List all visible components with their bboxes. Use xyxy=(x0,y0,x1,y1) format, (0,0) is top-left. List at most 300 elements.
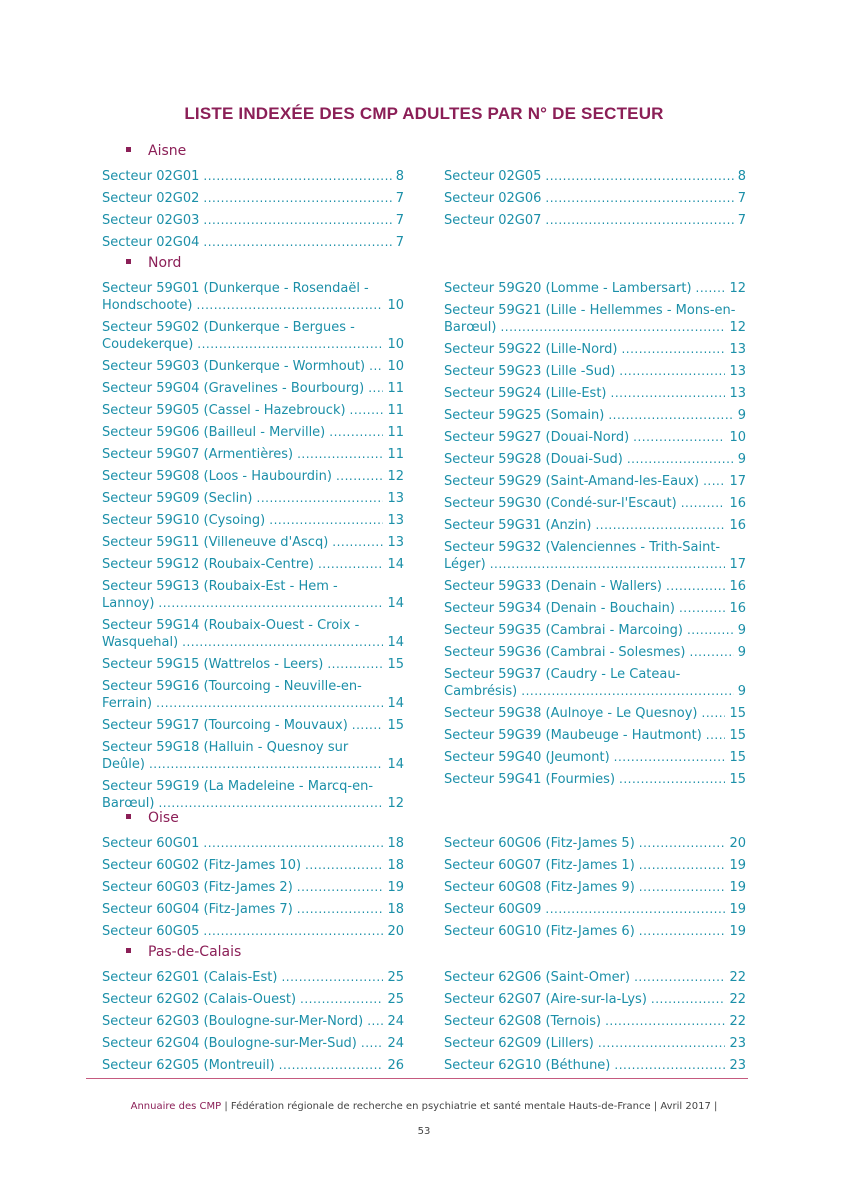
entry-text: Secteur 59G29 (Saint-Amand-les-Eaux) xyxy=(444,474,700,489)
entry-text: Secteur 59G27 (Douai-Nord) xyxy=(444,430,630,445)
nord-right-column xyxy=(444,280,746,793)
entry-page-number: 23 xyxy=(729,1036,746,1051)
dot-leader xyxy=(639,857,726,874)
entry-text: Secteur 59G32 (Valenciennes - Trith-Saint- xyxy=(444,540,721,555)
aisne-right-column xyxy=(444,168,746,234)
index-entry xyxy=(444,857,746,874)
entry-page-number: 19 xyxy=(729,858,746,873)
entry-page-number: 19 xyxy=(729,924,746,939)
index-entry xyxy=(444,385,746,402)
entry-page-number: 9 xyxy=(737,645,746,660)
entry-page-number: 26 xyxy=(387,1058,404,1073)
dot-leader xyxy=(605,1013,725,1030)
entry-page-number: 11 xyxy=(387,425,404,440)
index-entry xyxy=(444,600,746,617)
entry-page-number: 10 xyxy=(387,298,404,313)
entry-page-number: 14 xyxy=(387,757,404,772)
dot-leader xyxy=(521,683,733,700)
entry-page-number: 15 xyxy=(729,750,746,765)
entry-text: Secteur 59G08 (Loos - Haubourdin) xyxy=(102,469,332,484)
entry-text: Secteur 60G10 (Fitz-James 6) xyxy=(444,924,635,939)
dot-leader xyxy=(368,380,383,397)
entry-text: Secteur 59G04 (Gravelines - Bourbourg) xyxy=(102,381,365,396)
dot-leader xyxy=(690,644,734,661)
entry-text: Secteur 59G28 (Douai-Sud) xyxy=(444,452,623,467)
region-heading-oise xyxy=(126,810,179,826)
entry-page-number: 9 xyxy=(737,623,746,638)
entry-text: Secteur 02G04 xyxy=(102,235,200,250)
index-entry xyxy=(444,302,746,336)
dot-leader xyxy=(158,595,383,612)
dot-leader xyxy=(203,168,391,185)
entry-text: Léger) xyxy=(444,557,486,572)
bullet-icon xyxy=(126,259,131,264)
entry-text: Secteur 62G04 (Boulogne-sur-Mer-Sud) xyxy=(102,1036,357,1051)
entry-text: Secteur 59G39 (Maubeuge - Hautmont) xyxy=(444,728,702,743)
index-entry xyxy=(444,578,746,595)
entry-text: Secteur 62G06 (Saint-Omer) xyxy=(444,970,631,985)
entry-text: Secteur 59G41 (Fourmies) xyxy=(444,772,616,787)
entry-page-number: 12 xyxy=(729,281,746,296)
dot-leader xyxy=(158,795,383,812)
index-entry xyxy=(444,705,746,722)
dot-leader xyxy=(614,749,726,766)
index-entry xyxy=(102,901,404,918)
entry-page-number: 10 xyxy=(729,430,746,445)
entry-page-number: 19 xyxy=(729,880,746,895)
entry-page-number: 25 xyxy=(387,970,404,985)
index-entry xyxy=(102,168,404,185)
index-entry xyxy=(102,857,404,874)
entry-text: Secteur 59G20 (Lomme - Lambersart) xyxy=(444,281,692,296)
entry-page-number: 16 xyxy=(729,601,746,616)
entry-page-number: 16 xyxy=(729,496,746,511)
region-heading-nord xyxy=(126,255,181,271)
dot-leader xyxy=(367,1013,383,1030)
dot-leader xyxy=(702,705,726,722)
entry-page-number: 9 xyxy=(737,452,746,467)
index-entry xyxy=(102,490,404,507)
entry-text: Ferrain) xyxy=(102,696,153,711)
dot-leader xyxy=(608,407,733,424)
index-entry xyxy=(444,168,746,185)
pas-de-calais-right-column xyxy=(444,969,746,1079)
index-entry xyxy=(102,969,404,986)
entry-text: Barœul) xyxy=(102,796,155,811)
entry-page-number: 7 xyxy=(395,191,404,206)
entry-page-number: 14 xyxy=(387,696,404,711)
entry-text: Secteur 59G14 (Roubaix-Ouest - Croix - xyxy=(102,618,360,633)
entry-text: Secteur 59G03 (Dunkerque - Wormhout) xyxy=(102,359,366,374)
entry-page-number: 22 xyxy=(729,1014,746,1029)
index-entry xyxy=(444,622,746,639)
dot-leader xyxy=(300,991,383,1008)
index-entry xyxy=(102,617,404,651)
entry-text: Secteur 62G02 (Calais-Ouest) xyxy=(102,992,297,1007)
entry-text: Secteur 59G02 (Dunkerque - Bergues - xyxy=(102,320,355,335)
entry-text: Secteur 59G15 (Wattrelos - Leers) xyxy=(102,657,324,672)
entry-page-number: 20 xyxy=(729,836,746,851)
entry-text: Hondschoote) xyxy=(102,298,193,313)
entry-page-number: 15 xyxy=(387,657,404,672)
dot-leader xyxy=(203,234,391,251)
index-entry xyxy=(444,190,746,207)
dot-leader xyxy=(627,451,734,468)
dot-leader xyxy=(621,341,725,358)
entry-page-number: 15 xyxy=(729,772,746,787)
entry-text: Secteur 59G12 (Roubaix-Centre) xyxy=(102,557,314,572)
dot-leader xyxy=(598,1035,726,1052)
entry-page-number: 10 xyxy=(387,359,404,374)
dot-leader xyxy=(634,969,725,986)
dot-leader xyxy=(545,212,733,229)
entry-page-number: 17 xyxy=(729,474,746,489)
entry-text: Barœul) xyxy=(444,320,497,335)
entry-text: Secteur 62G05 (Montreuil) xyxy=(102,1058,275,1073)
index-entry xyxy=(102,678,404,712)
index-entry xyxy=(444,212,746,229)
entry-text: Secteur 59G05 (Cassel - Hazebrouck) xyxy=(102,403,346,418)
dot-leader xyxy=(666,578,725,595)
entry-text: Secteur 60G03 (Fitz-James 2) xyxy=(102,880,293,895)
dot-leader xyxy=(696,280,726,297)
entry-text: Secteur 62G03 (Boulogne-sur-Mer-Nord) xyxy=(102,1014,364,1029)
index-entry xyxy=(444,879,746,896)
index-entry xyxy=(444,363,746,380)
dot-leader xyxy=(679,600,725,617)
entry-text: Secteur 59G37 (Caudry - Le Cateau- xyxy=(444,667,681,682)
dot-leader xyxy=(681,495,726,512)
entry-text: Secteur 02G06 xyxy=(444,191,542,206)
dot-leader xyxy=(352,717,384,734)
dot-leader xyxy=(687,622,734,639)
dot-leader xyxy=(639,835,726,852)
entry-page-number: 12 xyxy=(387,469,404,484)
nord-left-column xyxy=(102,280,404,817)
entry-text: Secteur 59G24 (Lille-Est) xyxy=(444,386,607,401)
entry-text: Secteur 60G07 (Fitz-James 1) xyxy=(444,858,635,873)
entry-page-number: 8 xyxy=(737,169,746,184)
entry-page-number: 18 xyxy=(387,902,404,917)
entry-page-number: 8 xyxy=(395,169,404,184)
entry-text: Secteur 59G11 (Villeneuve d'Ascq) xyxy=(102,535,329,550)
entry-text: Secteur 59G38 (Aulnoye - Le Quesnoy) xyxy=(444,706,698,721)
region-heading-aisne xyxy=(126,143,186,159)
index-entry xyxy=(102,358,404,375)
entry-page-number: 12 xyxy=(729,320,746,335)
entry-text: Secteur 59G09 (Seclin) xyxy=(102,491,253,506)
index-entry xyxy=(444,280,746,297)
entry-page-number: 11 xyxy=(387,381,404,396)
dot-leader xyxy=(703,473,725,490)
entry-page-number: 20 xyxy=(387,924,404,939)
footer-brand: Annuaire des CMP xyxy=(130,1101,222,1112)
dot-leader xyxy=(182,634,383,651)
entry-text: Coudekerque) xyxy=(102,337,194,352)
dot-leader xyxy=(651,991,726,1008)
index-entry xyxy=(102,778,404,812)
dot-leader xyxy=(203,923,383,940)
entry-page-number: 14 xyxy=(387,557,404,572)
region-heading-pas-de-calais xyxy=(126,944,241,960)
dot-leader xyxy=(595,517,725,534)
index-entry xyxy=(102,717,404,734)
dot-leader xyxy=(350,402,384,419)
index-entry xyxy=(102,835,404,852)
index-entry xyxy=(444,666,746,700)
entry-text: Secteur 60G02 (Fitz-James 10) xyxy=(102,858,302,873)
index-entry xyxy=(102,512,404,529)
entry-text: Secteur 59G01 (Dunkerque - Rosendaël - xyxy=(102,281,369,296)
index-entry xyxy=(444,407,746,424)
dot-leader xyxy=(197,336,383,353)
entry-text: Secteur 59G33 (Denain - Wallers) xyxy=(444,579,662,594)
index-entry xyxy=(102,1057,404,1074)
entry-page-number: 7 xyxy=(737,213,746,228)
region-name: Nord xyxy=(148,255,182,271)
page-number: 53 xyxy=(417,1126,431,1137)
entry-text: Secteur 02G02 xyxy=(102,191,200,206)
dot-leader xyxy=(336,468,384,485)
region-name: Aisne xyxy=(148,143,187,159)
dot-leader xyxy=(318,556,383,573)
entry-page-number: 17 xyxy=(729,557,746,572)
dot-leader xyxy=(369,358,383,375)
index-entry xyxy=(102,739,404,773)
entry-text: Secteur 02G03 xyxy=(102,213,200,228)
index-entry xyxy=(102,402,404,419)
entry-text: Secteur 62G10 (Béthune) xyxy=(444,1058,611,1073)
entry-text: Secteur 02G05 xyxy=(444,169,542,184)
index-entry xyxy=(444,451,746,468)
index-entry xyxy=(444,923,746,940)
index-entry xyxy=(102,468,404,485)
entry-text: Secteur 59G13 (Roubaix-Est - Hem - xyxy=(102,579,338,594)
dot-leader xyxy=(257,490,384,507)
dot-leader xyxy=(611,385,726,402)
entry-page-number: 24 xyxy=(387,1036,404,1051)
dot-leader xyxy=(639,923,726,940)
index-entry xyxy=(102,1035,404,1052)
region-name: Pas-de-Calais xyxy=(148,944,242,960)
index-entry xyxy=(102,446,404,463)
index-entry xyxy=(102,280,404,314)
dot-leader xyxy=(196,297,383,314)
entry-page-number: 11 xyxy=(387,447,404,462)
dot-leader xyxy=(269,512,383,529)
entry-text: Deûle) xyxy=(102,757,145,772)
index-entry xyxy=(444,429,746,446)
dot-leader xyxy=(305,857,383,874)
index-entry xyxy=(444,644,746,661)
entry-page-number: 18 xyxy=(387,836,404,851)
entry-text: Secteur 59G19 (La Madeleine - Marcq-en- xyxy=(102,779,374,794)
entry-page-number: 12 xyxy=(387,796,404,811)
entry-page-number: 7 xyxy=(395,213,404,228)
index-entry xyxy=(444,991,746,1008)
index-entry xyxy=(102,212,404,229)
entry-page-number: 15 xyxy=(729,706,746,721)
entry-text: Secteur 59G10 (Cysoing) xyxy=(102,513,266,528)
index-entry xyxy=(444,771,746,788)
pas-de-calais-left-column xyxy=(102,969,404,1079)
entry-text: Secteur 59G36 (Cambrai - Solesmes) xyxy=(444,645,686,660)
index-entry xyxy=(444,727,746,744)
index-entry xyxy=(444,1035,746,1052)
page-title: LISTE INDEXÉE DES CMP ADULTES PAR N° DE SECTEUR xyxy=(184,104,664,123)
index-entry xyxy=(102,1013,404,1030)
region-name: Oise xyxy=(148,810,179,826)
entry-text: Secteur 59G07 (Armentières) xyxy=(102,447,294,462)
dot-leader xyxy=(203,835,383,852)
index-entry xyxy=(102,991,404,1008)
entry-text: Secteur 59G22 (Lille-Nord) xyxy=(444,342,618,357)
entry-page-number: 9 xyxy=(737,684,746,699)
entry-text: Secteur 59G34 (Denain - Bouchain) xyxy=(444,601,675,616)
dot-leader xyxy=(633,429,725,446)
index-entry xyxy=(444,1013,746,1030)
entry-text: Secteur 60G09 xyxy=(444,902,542,917)
entry-text: Secteur 59G25 (Somain) xyxy=(444,408,605,423)
entry-page-number: 19 xyxy=(729,902,746,917)
index-entry xyxy=(444,1057,746,1074)
index-entry xyxy=(102,190,404,207)
dot-leader xyxy=(297,901,384,918)
entry-text: Secteur 60G06 (Fitz-James 5) xyxy=(444,836,635,851)
index-entry xyxy=(102,319,404,353)
entry-text: Secteur 62G09 (Lillers) xyxy=(444,1036,594,1051)
entry-page-number: 13 xyxy=(387,513,404,528)
entry-text: Wasquehal) xyxy=(102,635,179,650)
entry-page-number: 16 xyxy=(729,579,746,594)
entry-page-number: 16 xyxy=(729,518,746,533)
entry-text: Secteur 62G07 (Aire-sur-la-Lys) xyxy=(444,992,647,1007)
entry-page-number: 11 xyxy=(387,403,404,418)
entry-page-number: 15 xyxy=(387,718,404,733)
index-entry xyxy=(102,923,404,940)
index-entry xyxy=(444,835,746,852)
entry-page-number: 13 xyxy=(729,364,746,379)
entry-page-number: 13 xyxy=(729,342,746,357)
index-entry xyxy=(444,749,746,766)
dot-leader xyxy=(149,756,384,773)
dot-leader xyxy=(545,901,725,918)
entry-text: Secteur 59G35 (Cambrai - Marcoing) xyxy=(444,623,683,638)
entry-page-number: 19 xyxy=(387,880,404,895)
index-entry xyxy=(444,473,746,490)
dot-leader xyxy=(297,879,384,896)
dot-leader xyxy=(545,168,733,185)
entry-page-number: 14 xyxy=(387,635,404,650)
dot-leader xyxy=(297,446,383,463)
entry-text: Secteur 02G01 xyxy=(102,169,200,184)
entry-text: Secteur 62G01 (Calais-Est) xyxy=(102,970,278,985)
index-entry xyxy=(102,234,404,251)
entry-page-number: 15 xyxy=(729,728,746,743)
dot-leader xyxy=(329,424,383,441)
entry-text: Secteur 59G17 (Tourcoing - Mouvaux) xyxy=(102,718,348,733)
bullet-icon xyxy=(126,814,131,819)
oise-right-column xyxy=(444,835,746,945)
index-entry xyxy=(444,341,746,358)
entry-page-number: 24 xyxy=(387,1014,404,1029)
entry-text: Secteur 59G40 (Jeumont) xyxy=(444,750,610,765)
entry-text: Secteur 02G07 xyxy=(444,213,542,228)
entry-page-number: 14 xyxy=(387,596,404,611)
entry-page-number: 13 xyxy=(729,386,746,401)
entry-page-number: 7 xyxy=(395,235,404,250)
dot-leader xyxy=(279,1057,384,1074)
entry-text: Secteur 59G06 (Bailleul - Merville) xyxy=(102,425,326,440)
dot-leader xyxy=(639,879,726,896)
entry-text: Secteur 59G21 (Lille - Hellemmes - Mons-en- xyxy=(444,303,736,318)
dot-leader xyxy=(203,190,391,207)
entry-page-number: 13 xyxy=(387,535,404,550)
bullet-icon xyxy=(126,147,131,152)
entry-text: Lannoy) xyxy=(102,596,155,611)
dot-leader xyxy=(500,319,725,336)
entry-page-number: 7 xyxy=(737,191,746,206)
index-entry xyxy=(102,879,404,896)
dot-leader xyxy=(332,534,383,551)
dot-leader xyxy=(545,190,733,207)
index-entry xyxy=(444,495,746,512)
entry-page-number: 18 xyxy=(387,858,404,873)
index-entry xyxy=(102,578,404,612)
entry-text: Secteur 60G01 xyxy=(102,836,200,851)
footer-divider xyxy=(86,1078,748,1079)
index-entry xyxy=(102,534,404,551)
dot-leader xyxy=(156,695,383,712)
index-entry xyxy=(102,556,404,573)
index-entry xyxy=(444,901,746,918)
entry-page-number: 10 xyxy=(387,337,404,352)
dot-leader xyxy=(361,1035,384,1052)
dot-leader xyxy=(281,969,383,986)
dot-leader xyxy=(706,727,726,744)
dot-leader xyxy=(619,363,725,380)
entry-page-number: 22 xyxy=(729,992,746,1007)
entry-page-number: 9 xyxy=(737,408,746,423)
dot-leader xyxy=(619,771,725,788)
dot-leader xyxy=(614,1057,725,1074)
index-entry xyxy=(444,517,746,534)
oise-left-column xyxy=(102,835,404,945)
index-entry xyxy=(444,539,746,573)
dot-leader xyxy=(490,556,726,573)
entry-text: Secteur 59G18 (Halluin - Quesnoy sur xyxy=(102,740,349,755)
entry-text: Cambrésis) xyxy=(444,684,518,699)
index-entry xyxy=(102,424,404,441)
entry-page-number: 25 xyxy=(387,992,404,1007)
footer xyxy=(0,1101,848,1112)
entry-page-number: 13 xyxy=(387,491,404,506)
index-entry xyxy=(444,969,746,986)
entry-text: Secteur 59G23 (Lille -Sud) xyxy=(444,364,616,379)
entry-page-number: 23 xyxy=(729,1058,746,1073)
entry-text: Secteur 62G08 (Ternois) xyxy=(444,1014,602,1029)
entry-text: Secteur 59G30 (Condé-sur-l'Escaut) xyxy=(444,496,677,511)
entry-text: Secteur 60G08 (Fitz-James 9) xyxy=(444,880,635,895)
dot-leader xyxy=(327,656,383,673)
bullet-icon xyxy=(126,948,131,953)
entry-text: Secteur 60G05 xyxy=(102,924,200,939)
index-entry xyxy=(102,656,404,673)
entry-page-number: 22 xyxy=(729,970,746,985)
entry-text: Secteur 59G31 (Anzin) xyxy=(444,518,592,533)
aisne-left-column xyxy=(102,168,404,256)
entry-text: Secteur 59G16 (Tourcoing - Neuville-en- xyxy=(102,679,362,694)
